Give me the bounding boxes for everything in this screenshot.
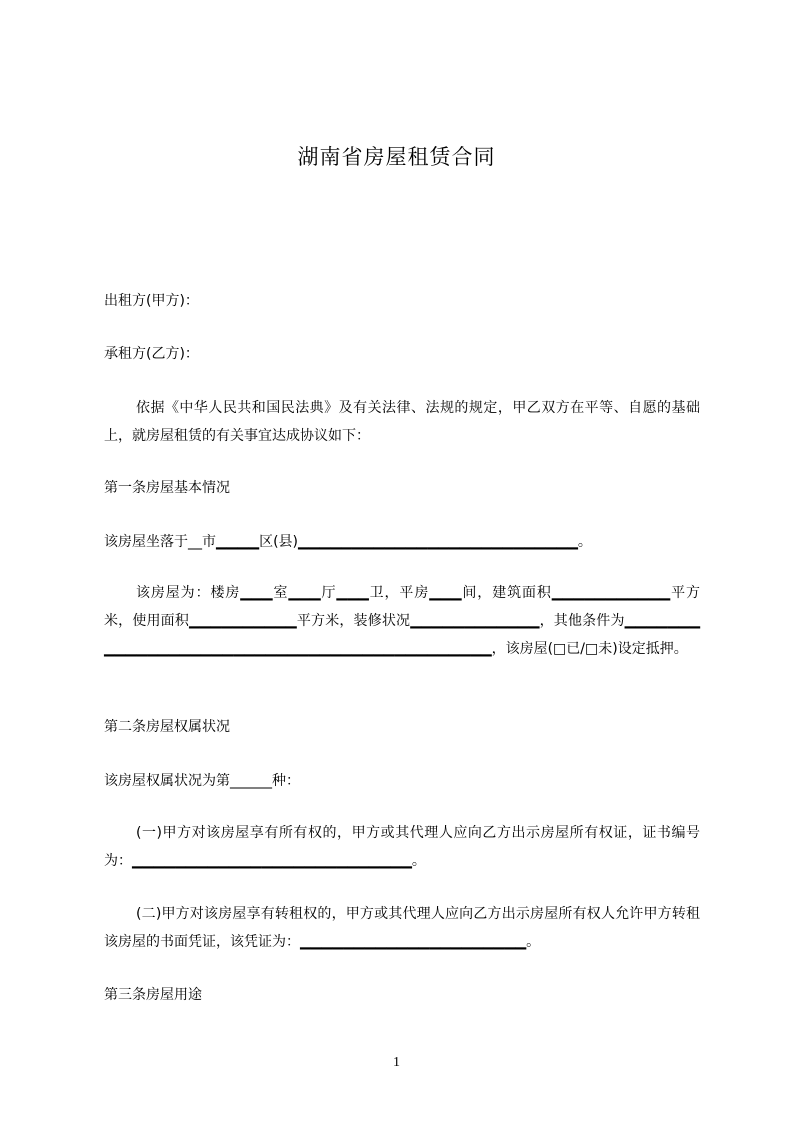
article2-item2: (二)甲方对该房屋享有转租权的，甲方或其代理人应向乙方出示房屋所有权人允许甲方转租该房屋的书面凭证，该凭证为：▁▁▁▁▁▁▁▁▁▁▁▁▁▁▁▁▁▁▁▁▁。 [104, 906, 700, 950]
lessor-line: 出租方(甲方)： [104, 293, 199, 309]
article1-location: 该房屋坐落于__市▁▁▁▁区(县)▁▁▁▁▁▁▁▁▁▁▁▁▁▁▁▁▁▁▁▁▁▁▁▁▁▁。 [104, 534, 592, 550]
page-number: 1 [393, 1055, 400, 1070]
article1-details: 该房屋为：楼房▁▁▁室▁▁▁厅▁▁▁卫，平房▁▁▁间，建筑面积▁▁▁▁▁▁▁▁▁▁▁平方米，使用面积▁▁▁▁▁▁▁▁▁▁平方米，装修状况▁▁▁▁▁▁▁▁▁▁▁▁，其他条件为▁▁▁▁▁▁▁▁▁▁▁▁▁▁▁▁▁▁▁▁▁▁▁▁▁▁▁▁▁▁▁▁▁▁▁▁▁▁▁▁▁▁▁，该房屋(□已/□未)设定抵押。 [104, 585, 700, 657]
document-title: 湖南省房屋租赁合同 [297, 145, 496, 169]
article3-heading: 第三条房屋用途 [104, 987, 202, 1003]
article2-status: 该房屋权属状况为第______种： [104, 773, 300, 789]
lessee-line: 承租方(乙方)： [104, 346, 199, 362]
article2-heading: 第二条房屋权属状况 [104, 719, 230, 735]
preamble-paragraph: 依据《中华人民共和国民法典》及有关法律、法规的规定，甲乙双方在平等、自愿的基础上，就房屋租赁的有关事宜达成协议如下： [104, 400, 700, 444]
article1-heading: 第一条房屋基本情况 [104, 480, 230, 496]
article2-item1: (一)甲方对该房屋享有所有权的，甲方或其代理人应向乙方出示房屋所有权证，证书编号为：▁▁▁▁▁▁▁▁▁▁▁▁▁▁▁▁▁▁▁▁▁▁▁▁▁▁。 [104, 825, 700, 869]
